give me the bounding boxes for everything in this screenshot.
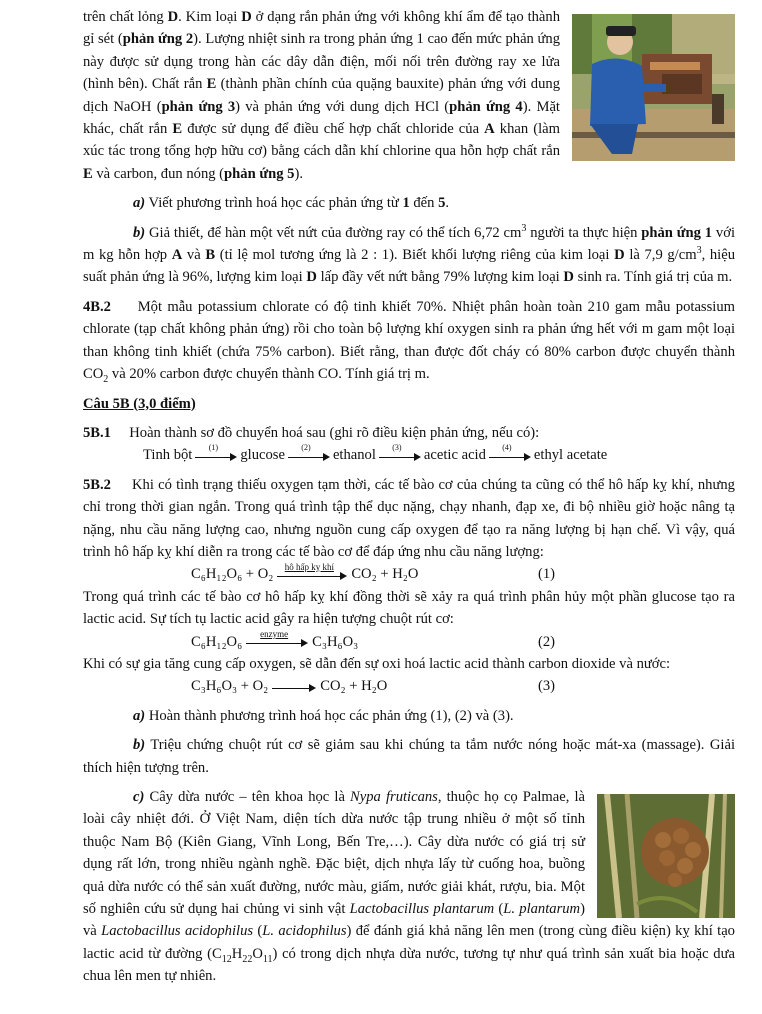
question-text: 5 (438, 195, 446, 212)
reaction-arrow (379, 442, 421, 462)
equation-number: (1) (538, 566, 556, 583)
section-heading (83, 393, 735, 415)
element-a-label: A (171, 247, 183, 264)
question-text: , hiệu suất phản ứng là 96%, lượng kim loại (83, 247, 735, 286)
reaction-1-label: phản ứng 1 (641, 224, 713, 241)
question-number: 4B.2 (83, 298, 111, 315)
question-label: a) (133, 707, 146, 724)
subscript: 12 (221, 953, 232, 965)
step-label: (1) (208, 442, 219, 452)
question-label: b) (133, 737, 146, 754)
intro-text: được sử dụng để điều chế hợp chất chloride của (182, 121, 485, 138)
step-label: (2) (301, 442, 311, 452)
rail-welding-photo (572, 14, 735, 161)
cau-5b-heading: Câu 5B (3,0 điểm) (83, 395, 196, 412)
chain-compound: Tinh bột (143, 447, 193, 464)
reaction-condition: enzyme (260, 628, 289, 639)
equation-number: (2) (538, 633, 556, 650)
scientific-name: Nypa fruticans (350, 788, 438, 805)
scientific-name: L. plantarum (503, 900, 581, 917)
question-text: lấp đầy vết nứt bằng 79% lượng kim loại (316, 269, 564, 286)
equation-products: C₃H₆O₃ (312, 633, 359, 650)
solid-e-label: E (83, 165, 93, 182)
question-5b2a (83, 705, 735, 727)
intro-text: ). Mặt khác, chất rắn (83, 98, 560, 138)
metal-d-label: D (306, 269, 317, 286)
subscript: 22 (242, 953, 253, 965)
intro-text: và carbon, đun nóng ( (92, 165, 225, 182)
scientific-name: L. acidophilus (262, 923, 347, 940)
question-number: 5B.1 (83, 424, 111, 441)
question-label: c) (133, 788, 145, 805)
reaction-5-label: phản ứng 5 (224, 165, 295, 182)
document-page (83, 6, 735, 988)
question-text: Hoàn thành phương trình hoá học các phản ứng (1), (2) và (3). (145, 707, 514, 724)
metal-d-label: D (241, 9, 252, 25)
question-text: , thuộc họ cọ Palmae, là loài cây nhiệt đới. Ở Việt Nam, diện tích dừa nước tập trung nhiều ở một số tỉnh thuộc Nam Bộ (Kiên Giang, Vĩnh Long, Bến Tre,…). Cây dừa nước có giá trị sử dụng rất lớn, trong nhiều ngành nghề. Đặc biệt, dịch nhựa lấy từ cuống hoa, buồng quả dừa nước có thể sản xuất đường, nước màu, giấm, nước giải khát, rượu, bia. Một số nghiên cứu sử dụng hai chủng vi sinh vật (83, 788, 585, 917)
question-5b2b (83, 734, 735, 779)
equation-reactants: C₆H₁₂O₆ + O₂ (191, 566, 274, 583)
question-label: a) (133, 195, 146, 212)
question-4b2 (83, 296, 735, 386)
question-text: và 20% carbon được chuyển thành CO. Tính giá trị m. (108, 366, 430, 383)
question-5b2 (83, 474, 735, 564)
equation-reactants: C₃H₆O₃ + O₂ (191, 678, 269, 695)
chain-compound: glucose (240, 447, 285, 464)
question-text: sinh ra. Tính giá trị của m. (573, 269, 733, 286)
intro-text: ) và phản ứng với dung dịch HCl ( (235, 98, 450, 115)
question-text: ) và (83, 900, 585, 940)
intro-text: ). Lượng nhiệt sinh ra trong phản ứng 1 cao đến mức phản ứng này được sử dụng trong hàn các dây dẫn điện, mối nối trên đường ray xe lửa (hình bên). Chất rắn (83, 31, 560, 93)
intro-text: trên chất lỏng (83, 9, 168, 25)
element-b-label: B (205, 247, 216, 264)
question-text: ( (494, 900, 504, 917)
rail-welding-image (572, 14, 735, 161)
subscript: 2 (103, 374, 109, 385)
question-text: Khi có tình trạng thiếu oxygen tạm thời, các tế bào cơ của chúng ta cũng có thể hô hấp kỵ khí, nhưng chỉ trong thời gian ngắn. Trong quá trình tập thể dục nặng, chạy nhanh, đạp xe, đi bộ nhiều giờ hoặc nâng tạ nặng, nhu cầu năng lượng cao, nhưng nguồn cung cấp oxygen để tạo ra năng lượng bị hạn chế. Vì vậy, quá trình hô hấp kỵ khí diễn ra trong các tế bào cơ để đáp ứng nhu cầu năng lượng: (83, 476, 735, 560)
question-text: Cây dừa nước – tên khoa học là (144, 788, 351, 805)
scientific-name: Lactobacillus plantarum (349, 900, 495, 917)
reaction-arrow (288, 442, 330, 462)
equation-number: (3) (538, 678, 556, 695)
question-text: O (252, 945, 263, 962)
equation-products: CO₂ + H₂O (351, 566, 419, 583)
question-number: 5B.2 (83, 476, 111, 493)
reaction-2-label: phản ứng 2 (122, 31, 194, 48)
question-text: Một mẫu potassium chlorate có độ tinh khiết 70%. Nhiệt phân hoàn toàn 210 gam mẫu potassium chlorate (tạp chất không phản ứng) rồi cho toàn bộ lượng khí oxygen sinh ra phản ứng hết với m gam một loại than không tinh khiết (chứa 75% carbon). Biết rằng, than được đốt cháy có 80% carbon được chuyển thành CO (83, 298, 735, 383)
reaction-3-label: phản ứng 3 (161, 98, 236, 115)
nipa-palm-image (597, 794, 735, 918)
intro-text: . Kim loại (178, 9, 242, 25)
question-text: và (182, 247, 206, 264)
step-label: (4) (502, 442, 512, 452)
superscript: 3 (521, 222, 527, 234)
conversion-chain (83, 444, 735, 466)
question-text: ) để đánh giá khả năng lên men (trong cùng điều kiện) kỵ khí tạo lactic acid từ đường (C (83, 923, 735, 962)
question-text: Trong quá trình các tế bào cơ hô hấp kỵ khí đồng thời sẽ xảy ra quá trình phân hủy một phần glucose tạo ra lactic acid. Sự tích tụ lactic acid gây ra hiện tượng chuột rút cơ: (83, 588, 735, 628)
chain-compound: acetic acid (423, 447, 486, 464)
question-text: (tỉ lệ mol tương ứng là 2 : 1). Biết khối lượng riêng của kim loại (215, 247, 615, 264)
question-text: Hoàn thành sơ đồ chuyển hoá sau (ghi rõ điều kiện phản ứng, nếu có): (129, 424, 540, 441)
intro-text: khan (làm xúc tác trong tổng hợp hữu cơ) bằng cách dẫn khí chlorine qua hỗn hợp chất rắn (83, 121, 560, 160)
step-label: (3) (392, 442, 402, 452)
solid-e-label: E (172, 121, 183, 138)
question-text: người ta thực hiện (526, 224, 642, 241)
reaction-condition: hô hấp kỵ khí (284, 561, 334, 572)
question-text: với m kg hỗn hợp (83, 224, 736, 264)
superscript: 3 (696, 245, 702, 257)
question-label: b) (133, 224, 146, 241)
intro-text: (thành phần chính của quặng bauxite) phản ứng với dung dịch NaOH ( (83, 76, 560, 115)
question-text: Khi có sự gia tăng cung cấp oxygen, sẽ dẫn đến sự oxi hoá lactic acid thành carbon dioxide và nước: (83, 655, 671, 672)
nipa-palm-photo (597, 794, 735, 918)
reaction-arrow (195, 442, 237, 462)
question-text: ( (253, 923, 263, 940)
question-text: . (445, 195, 450, 212)
intro-text: ). (294, 165, 303, 182)
question-text: ) có trong dịch nhựa dừa nước, tương tự như quá trình sản xuất bia hoặc dưa chua lên men tự nhiên. (83, 945, 735, 985)
question-4a (83, 192, 735, 214)
scientific-name: Lactobacillus acidophilus (101, 923, 254, 940)
question-5b1 (83, 422, 735, 444)
chain-compound: ethanol (332, 447, 376, 464)
chain-compound: ethyl acetate (533, 447, 608, 464)
question-text: Triệu chứng chuột rút cơ sẽ giảm sau khi chúng ta tắm nước nóng hoặc mát-xa (massage). Giải thích hiện tượng trên. (83, 737, 735, 776)
intro-text: ở dạng rắn phản ứng với không khí ẩm để tạo thành gỉ sét ( (83, 9, 560, 48)
equation-3 (83, 675, 735, 697)
equation-1 (83, 563, 735, 585)
equation-2 (83, 628, 735, 653)
reaction-4-label: phản ứng 4 (449, 98, 523, 115)
metal-d-label: D (614, 247, 625, 264)
metal-d-label: D (563, 269, 574, 286)
reaction-arrow (277, 561, 347, 581)
metal-d-label: D (167, 9, 179, 25)
question-text: H (231, 945, 243, 962)
paragraph-oxidation (83, 653, 735, 675)
equation-products: CO₂ + H₂O (320, 678, 388, 695)
question-text: đến (409, 195, 439, 212)
question-text: 1 (402, 195, 410, 212)
equation-reactants: C₆H₁₂O₆ (191, 633, 243, 650)
solid-e-label: E (206, 76, 217, 93)
question-text: Viết phương trình hoá học các phản ứng từ (145, 195, 403, 212)
element-a-label: A (484, 121, 495, 138)
question-text: Giả thiết, để hàn một vết nứt của đường ray có thể tích 6,72 cm (145, 224, 522, 241)
paragraph-lactic (83, 586, 735, 631)
reaction-arrow (246, 628, 308, 648)
subscript: 11 (262, 953, 273, 965)
reaction-arrow (272, 681, 316, 693)
question-4b (83, 222, 735, 289)
reaction-arrow (489, 442, 531, 462)
question-text: là 7,9 g/cm (624, 247, 697, 264)
